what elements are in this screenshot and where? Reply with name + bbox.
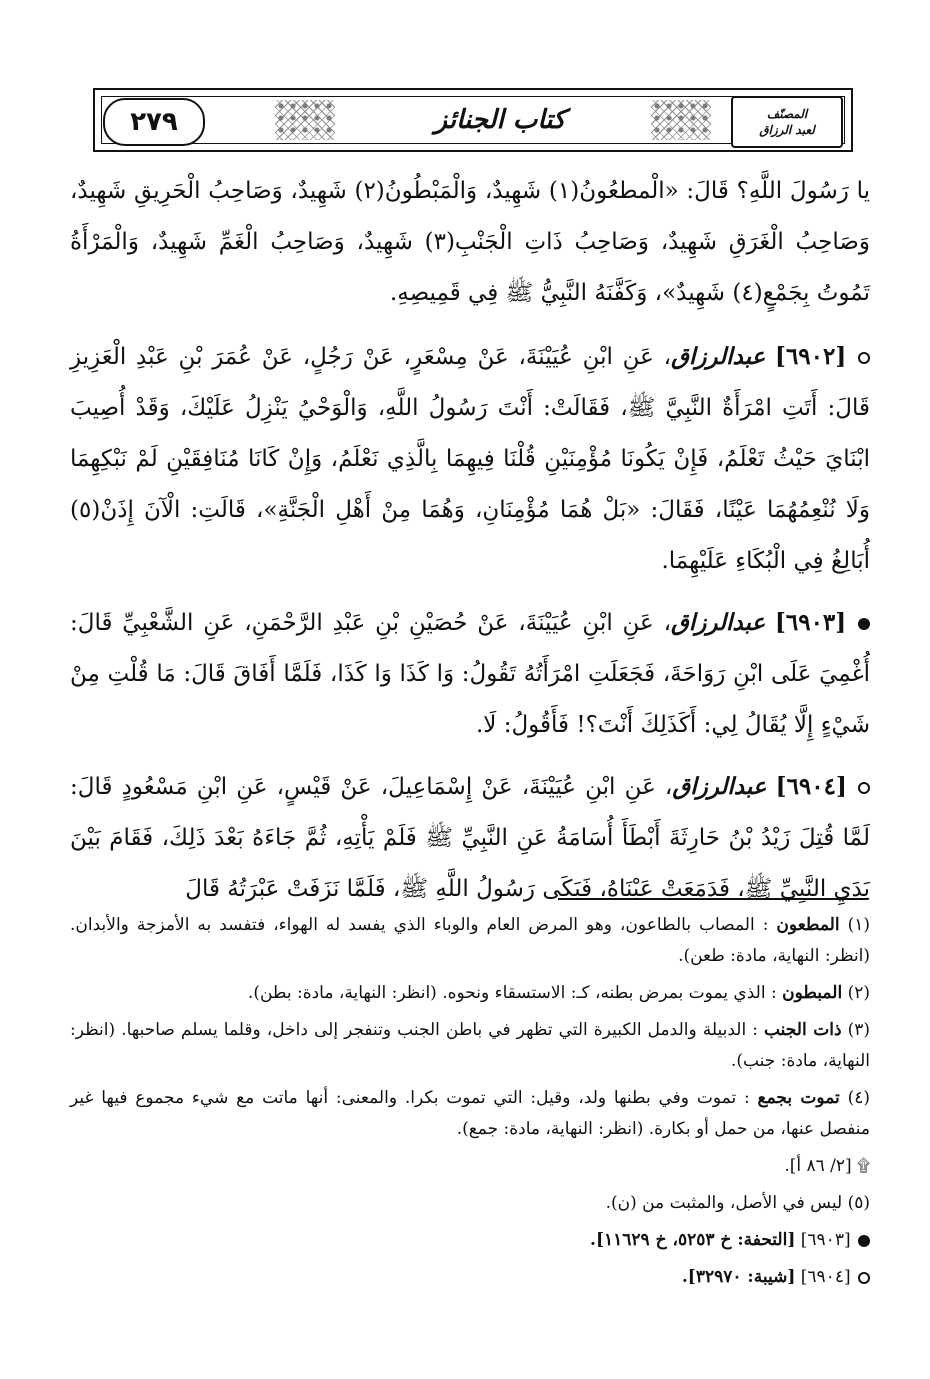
- footnote-separator: [558, 898, 868, 900]
- hadith-text: عَنِ ابْنِ عُيَيْنَةَ، عَنْ حُصَيْنِ بْنِ عَبْدِ الرَّحْمَنِ، عَنِ الشَّعْبِيِّ قَالَ: أُغْمِيَ عَلَى ابْنِ رَوَاحَةَ، فَجَعَلَتِ امْرَأَتُهُ تَقُولُ: وَا كَذَا وَا كَذَا، فَلَمَّا أَفَاقَ قَالَ: مَا قُلْتِ مِنْ شَيْءٍ إِلَّا يُقَالُ لِي: أَكَذَلِكَ أَنْتَ؟! فَأَقُولُ: لَا.: [70, 610, 870, 738]
- filled-circle-icon: [858, 618, 870, 630]
- series-seal: [731, 96, 843, 148]
- footnote-number: [٦٩٠٤]: [800, 1267, 851, 1287]
- footnote-term: تموت بجمع: [757, 1088, 840, 1108]
- narrator-name: عبدالرزاق: [671, 609, 766, 636]
- footnote-5: [70, 1188, 870, 1219]
- hadith-6903: [٦٩٠٣] عبدالرزاق، عَنِ ابْنِ عُيَيْنَةَ، عَنْ حُصَيْنِ بْنِ عَبْدِ الرَّحْمَنِ، عَنِ الشَّعْبِيِّ قَالَ: أُغْمِيَ عَلَى ابْنِ رَوَاحَةَ، فَجَعَلَتِ امْرَأَتُهُ تَقُولُ: وَا كَذَا وَا كَذَا، فَلَمَّا أَفَاقَ قَالَ: مَا قُلْتِ مِنْ شَيْءٍ إِلَّا يُقَالُ لِي: أَكَذَلِكَ أَنْتَ؟! فَأَقُولُ: لَا.: [70, 609, 870, 738]
- book-title: كتاب الجنائز: [425, 98, 575, 142]
- footnote-number: (٢): [847, 983, 870, 1003]
- footnote-text: [التحفة: خ ٥٢٥٣، خ ١١٦٢٩].: [590, 1230, 796, 1250]
- ornament-left: [275, 100, 335, 140]
- footnote-term: المطعون: [776, 915, 840, 935]
- footnote-number: (٥): [847, 1193, 870, 1213]
- hollow-circle-icon: [858, 782, 870, 794]
- footnote-term: ذات الجنب: [763, 1020, 842, 1040]
- hadith-text: عَنِ ابْنِ عُيَيْنَةَ، عَنْ مِسْعَرٍ، عَنْ رَجُلٍ، عَنْ عُمَرَ بْنِ عَبْدِ الْعَزِيزِ قَالَ: أَتَتِ امْرَأَةٌ النَّبِيَّ ﷺ، فَقَالَتْ: أَنْتَ رَسُولُ اللَّهِ، وَالْوَحْيُ يَنْزِلُ عَلَيْكَ، وَقَدْ أُصِيبَ ابْنَايَ حَيْثُ تَعْلَمُ، فَإِنْ يَكُونَا مُؤْمِنَيْنِ قُلْنَا فِيهِمَا بِالَّذِي نَعْلَمُ، وَإِنْ كَانَا مُنَافِقَيْنِ لَمْ نَبْكِهِمَا وَلَا نُنْعِمُهُمَا عَيْنًا، فَقَالَ: «بَلْ هُمَا مُؤْمِنَانِ، وَهُمَا مِنْ أَهْلِ الْجَنَّةِ»، قَالَتِ: الْآنَ إِذَنْ(٥) أُبَالِغُ فِي الْبُكَاءِ عَلَيْهِمَا.: [70, 344, 870, 574]
- footnote-number: (٣): [847, 1020, 871, 1040]
- ornament-right: [651, 100, 711, 140]
- series-line-2: لعبد الرزاق: [759, 123, 815, 137]
- hollow-circle-icon: [858, 1272, 870, 1284]
- filled-circle-icon: [858, 1235, 870, 1247]
- narrator-name: عبدالرزاق: [671, 343, 766, 370]
- folio-icon: ۩: [857, 1156, 870, 1176]
- hadith-number: [٦٩٠٢]: [775, 343, 847, 370]
- hadith-text: عَنِ ابْنِ عُيَيْنَةَ، عَنْ إِسْمَاعِيلَ، عَنْ قَيْسٍ، عَنِ ابْنِ مَسْعُودٍ قَالَ: لَمَّا قُتِلَ زَيْدُ بْنُ حَارِثَةَ أَبْطَأَ أُسَامَةُ عَنِ النَّبِيِّ ﷺ فَلَمْ يَأْتِهِ، ثُمَّ جَاءَهُ بَعْدَ ذَلِكَ، فَقَامَ بَيْنَ يَدَيِ النَّبِيِّ ﷺ، فَدَمَعَتْ عَيْنَاهُ، فَبَكَى رَسُولُ اللَّهِ ﷺ، فَلَمَّا نَزَفَتْ عَبْرَتُهُ قَالَ: [70, 774, 870, 902]
- page-header: [93, 88, 853, 152]
- narrator-name: عبدالرزاق: [672, 773, 767, 800]
- footnote-3: [70, 1015, 870, 1077]
- footnote-number: (١): [847, 915, 870, 935]
- footnote-text: : تموت وفي بطنها ولد، وقيل: التي تموت بكرا. والمعنى: أنها ماتت مع شيء مجموع فيها غير منفصل عنها، من حمل أو بكارة. (انظر: النهاية، مادة: جمع).: [70, 1088, 870, 1139]
- paragraph-continuation: يا رَسُولَ اللَّهِ؟ قَالَ: «الْمطعُونُ(١) شَهِيدٌ، وَالْمَبْطُونُ(٢) شَهِيدٌ، وَصَاحِبُ الْحَرِيقِ شَهِيدٌ، وَصَاحِبُ الْغَرَقِ شَهِيدٌ، وَصَاحِبُ ذَاتِ الْجَنْبِ(٣) شَهِيدٌ، وَصَاحِبُ الْغَمِّ شَهِيدٌ، وَالْمَرْأَةُ تَمُوتُ بِجَمْعٍ(٤) شَهِيدٌ»، وَكَفَّنَهُ النَّبِيُّ ﷺ فِي قَمِيصِهِ.: [70, 178, 870, 306]
- footnote-number: (٤): [847, 1088, 870, 1108]
- footnote-1: [70, 910, 870, 972]
- takhrij-6903: [70, 1225, 870, 1256]
- folio-reference: [70, 1151, 870, 1182]
- footnote-text: [شيبة: ٣٢٩٧٠].: [681, 1267, 796, 1287]
- hadith-number: [٦٩٠٤]: [775, 773, 847, 800]
- footnote-2: [70, 978, 870, 1009]
- footnote-text: : المصاب بالطاعون، وهو المرض العام والوباء الذي يفسد له الهواء، فتفسد به الأمزجة والأبدان. (انظر: النهاية، مادة: طعن).: [70, 915, 870, 966]
- hadith-6902: [٦٩٠٢] عبدالرزاق، عَنِ ابْنِ عُيَيْنَةَ، عَنْ مِسْعَرٍ، عَنْ رَجُلٍ، عَنْ عُمَرَ بْنِ عَبْدِ الْعَزِيزِ قَالَ: أَتَتِ امْرَأَةٌ النَّبِيَّ ﷺ، فَقَالَتْ: أَنْتَ رَسُولُ اللَّهِ، وَالْوَحْيُ يَنْزِلُ عَلَيْكَ، وَقَدْ أُصِيبَ ابْنَايَ حَيْثُ تَعْلَمُ، فَإِنْ يَكُونَا مُؤْمِنَيْنِ قُلْنَا فِيهِمَا بِالَّذِي نَعْلَمُ، وَإِنْ كَانَا مُنَافِقَيْنِ لَمْ نَبْكِهِمَا وَلَا نُنْعِمُهُمَا عَيْنًا، فَقَالَ: «بَلْ هُمَا مُؤْمِنَانِ، وَهُمَا مِنْ أَهْلِ الْجَنَّةِ»، قَالَتِ: الْآنَ إِذَنْ(٥) أُبَالِغُ فِي الْبُكَاءِ عَلَيْهِمَا.: [70, 343, 870, 574]
- hollow-circle-icon: [858, 352, 870, 364]
- footnote-text: [٢/ ٨٦ أ].: [784, 1156, 852, 1176]
- footnote-text: : الذي يموت بمرض بطنه، كـ: الاستسقاء ونحوه. (انظر: النهاية، مادة: بطن).: [247, 983, 777, 1003]
- footnote-4: [70, 1083, 870, 1145]
- footnotes: [70, 910, 870, 1299]
- series-line-1: المصنّف: [766, 107, 808, 121]
- footnote-text: : الدبيلة والدمل الكبيرة التي تظهر في باطن الجنب وتنفجر إلى داخل، وقلما يسلم صاحبها. (انظر: النهاية، مادة: جنب).: [70, 1020, 870, 1071]
- hadith-number: [٦٩٠٣]: [774, 609, 847, 636]
- footnote-text: ليس في الأصل، والمثبت من (ن).: [605, 1193, 843, 1213]
- page-number: ٢٧٩: [103, 98, 205, 146]
- main-text: [70, 166, 870, 925]
- takhrij-6904: [70, 1262, 870, 1293]
- footnote-term: المبطون: [782, 983, 843, 1003]
- footnote-number: [٦٩٠٣]: [800, 1230, 851, 1250]
- hadith-6904: [٦٩٠٤] عبدالرزاق، عَنِ ابْنِ عُيَيْنَةَ، عَنْ إِسْمَاعِيلَ، عَنْ قَيْسٍ، عَنِ ابْنِ مَسْعُودٍ قَالَ: لَمَّا قُتِلَ زَيْدُ بْنُ حَارِثَةَ أَبْطَأَ أُسَامَةُ عَنِ النَّبِيِّ ﷺ فَلَمْ يَأْتِهِ، ثُمَّ جَاءَهُ بَعْدَ ذَلِكَ، فَقَامَ بَيْنَ يَدَيِ النَّبِيِّ ﷺ، فَدَمَعَتْ عَيْنَاهُ، فَبَكَى رَسُولُ اللَّهِ ﷺ، فَلَمَّا نَزَفَتْ عَبْرَتُهُ قَالَ: [70, 773, 870, 902]
